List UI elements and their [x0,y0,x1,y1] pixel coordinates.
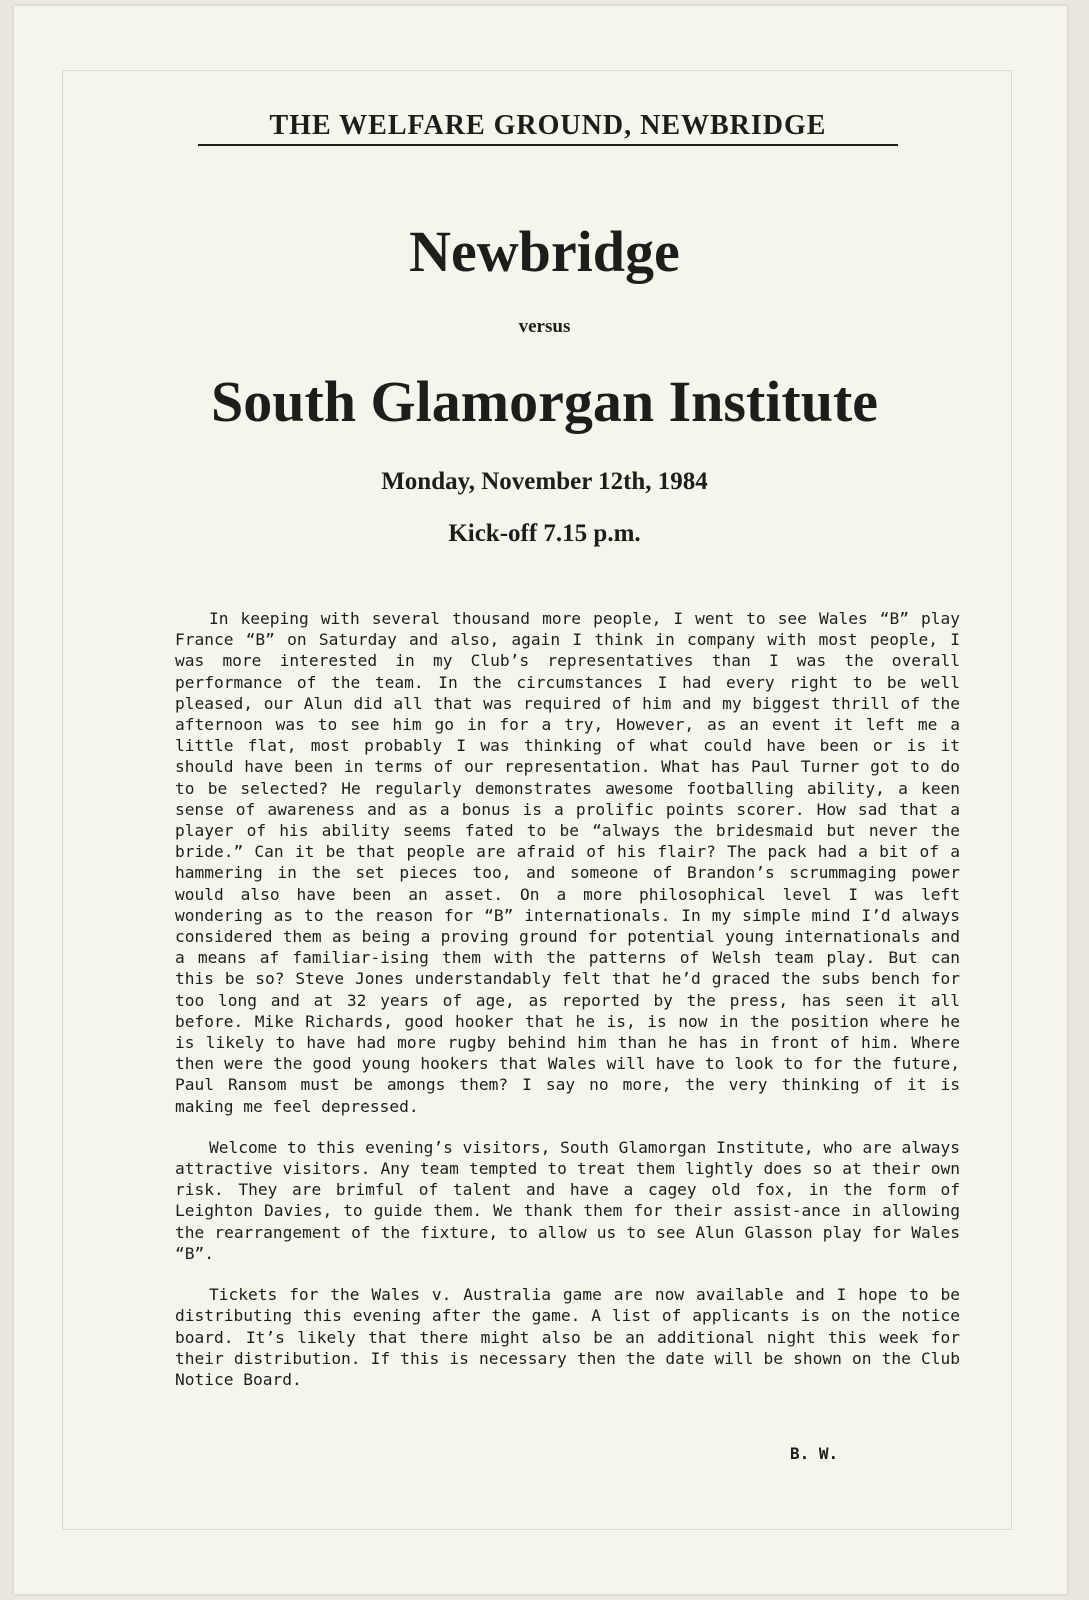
versus-label: versus [518,316,571,337]
article-body [175,608,960,1410]
author-signature: B. W. [790,1444,839,1463]
article-paragraph: In keeping with several thousand more people, I went to see Wales “B” play France “B” on Saturday and also, again I think in company with most people, I was more interested in my Club’s representatives than I was the overall performance of the team. In the circumstances I had every right to be well pleased, our Alun did all that was required of him and my biggest thrill of the afternoon was to see him go in for a try, However, as an event it left me a little flat, most probably I was thinking of what could have been or is it should have been in terms of our representation. What has Paul Turner got to do to be selected? He regularly demonstrates awesome footballing ability, a keen sense of awareness and as a bonus is a prolific points scorer. How sad that a player of his ability seems fated to be “always the bridesmaid but never the bride.” Can it be that people are afraid of his flair? The pack had a bit of a hammering in the set pieces too, and someone of Brandon’s scrummaging power would also have been an asset. On a more philosophical level I was left wondering as to the reason for “B” internationals. In my simple mind I’d always considered them as being a proving ground for potential young internationals and a means af familiar-ising them with the patterns of Welsh team play. But can this be so? Steve Jones understandably felt that he’d graced the subs bench for too long and at 32 years of age, as reported by the press, has seen it all before. Mike Richards, good hooker that he is, is now in the position where he is likely to have had more rugby behind him than he has in front of him. Where then were the good young hookers that Wales will have to look to for the future, Paul Ransom must be amongs them? I say no more, the very thinking of it is making me feel depressed. [175,609,960,1116]
venue-heading: THE WELFARE GROUND, NEWBRIDGE [198,110,898,146]
article-paragraph: Welcome to this evening’s visitors, South Glamorgan Institute, who are always attractive visitors. Any team tempted to treat them lightly does so at their own risk. They are brimful of talent and have a cagey old fox, in the form of Leighton Davies, to guide them. We thank them for their assist-ance in allowing the rearrangement of the fixture, to allow us to see Alun Glasson play for Wales “B”. [175,1137,960,1263]
kickoff-time: Kick-off 7.15 p.m. [448,520,641,547]
article-paragraph: Tickets for the Wales v. Australia game are now available and I hope to be distributing this evening after the game. A list of applicants is on the notice board. It’s likely that there might also be an additional night this week for their distribution. If this is necessary then the date will be shown on the Club Notice Board. [175,1285,960,1389]
home-team-title: Newbridge [409,219,680,284]
away-team-title: South Glamorgan Institute [210,369,879,434]
match-date: Monday, November 12th, 1984 [381,468,708,495]
